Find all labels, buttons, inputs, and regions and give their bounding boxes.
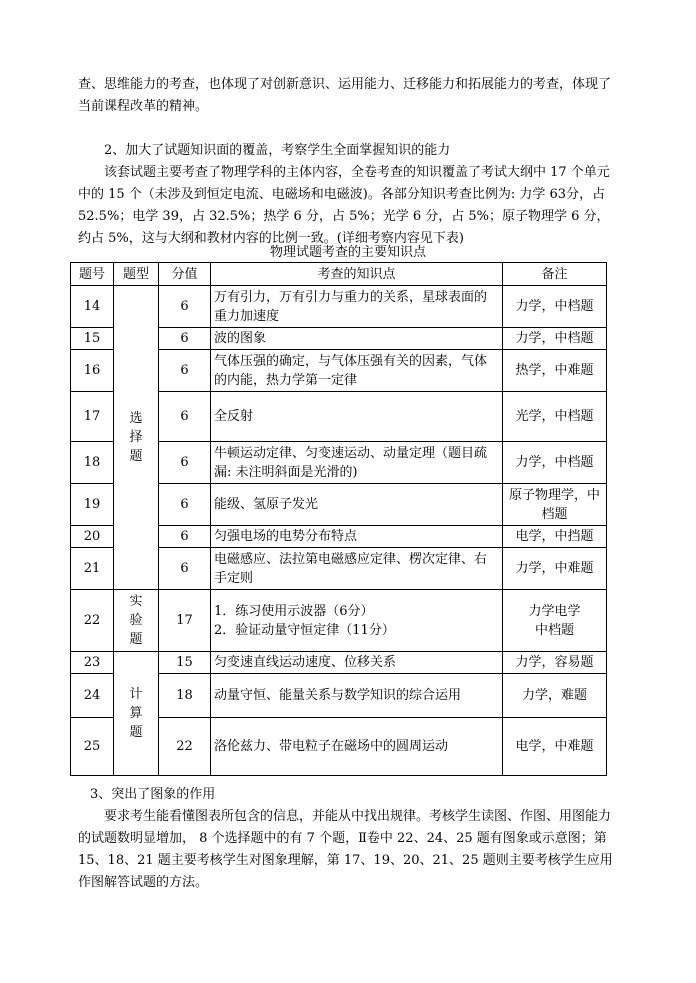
cell-note: 电学，中挡题 bbox=[503, 526, 607, 548]
table-row bbox=[71, 590, 607, 652]
cell-number: 24 bbox=[71, 674, 114, 718]
type-char: 实 bbox=[129, 594, 143, 609]
cell-score: 6 bbox=[159, 548, 211, 590]
cell-number: 21 bbox=[71, 548, 114, 590]
cell-number: 17 bbox=[71, 392, 114, 442]
cell-knowledge-points: 洛伦兹力、带电粒子在磁场中的圆周运动 bbox=[211, 718, 503, 776]
cell-type-experiment bbox=[114, 590, 159, 652]
knowledge-table bbox=[70, 262, 607, 776]
section-2-heading: 2、加大了试题知识面的覆盖，考察学生全面掌握知识的能力 bbox=[104, 143, 451, 158]
cell-type-calculation bbox=[114, 652, 159, 776]
cell-knowledge-points: 全反射 bbox=[211, 392, 503, 442]
cell-score: 22 bbox=[159, 718, 211, 776]
intro-paragraph: 查、思维能力的考查，也体现了对创新意识、运用能力、迁移能力和拓展能力的考查，体现了当前课程改革的精神。 bbox=[78, 77, 612, 114]
cell-note: 力学，难题 bbox=[503, 674, 607, 718]
type-char: 选 bbox=[129, 411, 143, 426]
cell-knowledge-points: 匀变速直线运动速度、位移关系 bbox=[211, 652, 503, 674]
table-header-row bbox=[71, 263, 607, 286]
type-char: 题 bbox=[129, 632, 143, 647]
cell-score: 6 bbox=[159, 442, 211, 484]
cell-number: 15 bbox=[71, 328, 114, 350]
cell-knowledge-points: 能级、氢原子发光 bbox=[211, 484, 503, 526]
cell-note: 力学，中档题 bbox=[503, 328, 607, 350]
cell-note bbox=[503, 590, 607, 652]
cell-note: 光学，中档题 bbox=[503, 392, 607, 442]
type-char: 题 bbox=[129, 449, 143, 464]
cell-knowledge-points: 动量守恒、能量关系与数学知识的综合运用 bbox=[211, 674, 503, 718]
table-row bbox=[71, 286, 607, 328]
cell-number: 23 bbox=[71, 652, 114, 674]
cell-note: 力学，中档题 bbox=[503, 442, 607, 484]
knowledge-line: 2．验证动量守恒定律（11分） bbox=[214, 622, 395, 638]
cell-knowledge-points: 波的图象 bbox=[211, 328, 503, 350]
knowledge-line: 1．练习使用示波器（6分） bbox=[214, 603, 374, 619]
type-char: 择 bbox=[129, 430, 143, 445]
cell-knowledge-points: 牛顿运动定律、匀变速运动、动量定理（题目疏漏: 未注明斜面是光滑的) bbox=[211, 442, 503, 484]
cell-note: 电学，中难题 bbox=[503, 718, 607, 776]
cell-knowledge-points: 电磁感应、法拉第电磁感应定律、楞次定律、右手定则 bbox=[211, 548, 503, 590]
cell-score: 18 bbox=[159, 674, 211, 718]
cell-note: 原子物理学，中档题 bbox=[503, 484, 607, 526]
cell-score: 17 bbox=[159, 590, 211, 652]
cell-number: 19 bbox=[71, 484, 114, 526]
type-char: 计 bbox=[129, 687, 143, 702]
type-char: 题 bbox=[129, 725, 143, 740]
type-char: 算 bbox=[129, 706, 143, 721]
cell-number: 14 bbox=[71, 286, 114, 328]
cell-score: 15 bbox=[159, 652, 211, 674]
header-number: 题号 bbox=[71, 263, 114, 286]
header-note: 备注 bbox=[503, 263, 607, 286]
cell-type-multiple-choice bbox=[114, 286, 159, 590]
cell-note: 力学，中档题 bbox=[503, 286, 607, 328]
table-row bbox=[71, 652, 607, 674]
section-2-body: 该套试题主要考查了物理学科的主体内容，全卷考查的知识覆盖了考试大纲中 17 个单元中的 15 个（未涉及到恒定电流、电磁场和电磁波)。各部分知识考查比例为: 力学 63分，占 52.5%；电学 39，占 32.5%；热学 6 分，占 5%；光学 6 分，占 5%；原子物理学 6 分，约占 5%，这与大纲和教材内容的比例一致。(详细考察内容见下表) bbox=[78, 165, 610, 246]
cell-score: 6 bbox=[159, 526, 211, 548]
section-3-body: 要求考生能看懂图表所包含的信息，并能从中找出规律。考核学生读图、作图、用图能力的试题数明显增加， 8 个选择题中的有 7 个题，Ⅱ卷中 22、24、25 题有图象或示意图；第 15、18、21 题主要考核学生对图象理解，第 17、19、20、21、25 题则主要考核学生应用作图解答试题的方法。 bbox=[78, 809, 613, 890]
note-line: 力学电学 bbox=[528, 603, 581, 619]
header-score: 分值 bbox=[159, 263, 211, 286]
type-char: 验 bbox=[129, 613, 143, 628]
cell-note: 热学，中难题 bbox=[503, 350, 607, 392]
cell-note: 力学，中难题 bbox=[503, 548, 607, 590]
cell-knowledge-points bbox=[211, 590, 503, 652]
cell-knowledge-points: 万有引力，万有引力与重力的关系，星球表面的重力加速度 bbox=[211, 286, 503, 328]
cell-knowledge-points: 气体压强的确定，与气体压强有关的因素，气体的内能，热力学第一定律 bbox=[211, 350, 503, 392]
cell-score: 6 bbox=[159, 328, 211, 350]
cell-number: 22 bbox=[71, 590, 114, 652]
cell-score: 6 bbox=[159, 286, 211, 328]
cell-number: 18 bbox=[71, 442, 114, 484]
note-line: 中档题 bbox=[534, 622, 574, 638]
cell-number: 16 bbox=[71, 350, 114, 392]
cell-score: 6 bbox=[159, 350, 211, 392]
section-3-heading: 3、突出了图象的作用 bbox=[90, 787, 216, 802]
cell-score: 6 bbox=[159, 484, 211, 526]
cell-knowledge-points: 匀强电场的电势分布特点 bbox=[211, 526, 503, 548]
header-type: 题型 bbox=[114, 263, 159, 286]
cell-note: 力学，容易题 bbox=[503, 652, 607, 674]
header-knowledge-points: 考查的知识点 bbox=[211, 263, 503, 286]
table-title: 物理试题考查的主要知识点 bbox=[269, 245, 426, 260]
cell-score: 6 bbox=[159, 392, 211, 442]
cell-number: 20 bbox=[71, 526, 114, 548]
cell-number: 25 bbox=[71, 718, 114, 776]
